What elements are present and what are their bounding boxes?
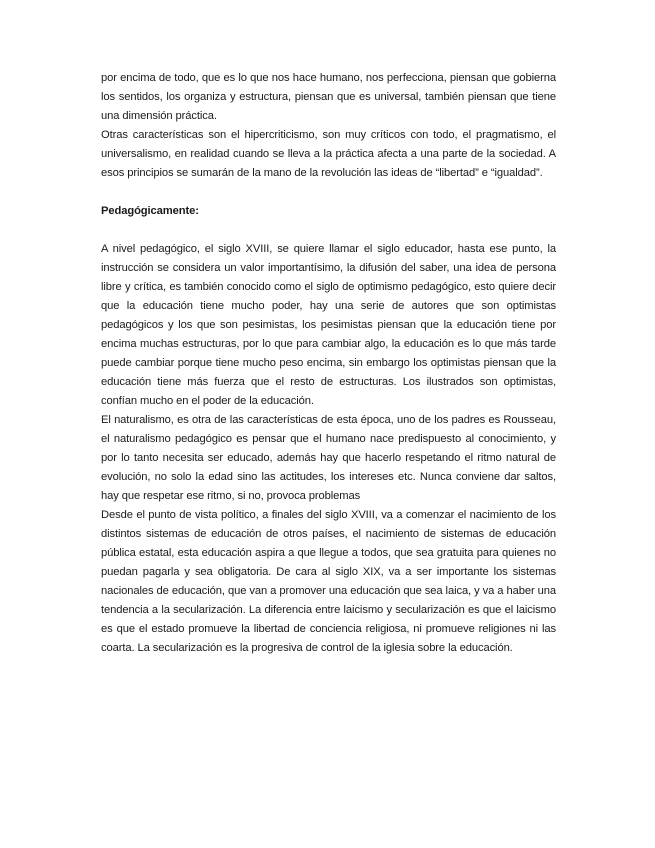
section-heading: Pedagógicamente: — [101, 205, 199, 217]
document-body — [101, 69, 556, 658]
paragraph-body-2: El naturalismo, es otra de las características de esta época, uno de los padres es Rousseau, el naturalismo pedagógico es pensar que el humano nace predispuesto al conocimiento, y por lo tanto necesita ser educado, además hay que hacerlo respetando el ritmo natural de evolución, no solo la edad sino las actitudes, los intereses etc. Nunca conviene dar saltos, hay que respetar ese ritmo, si no, provoca problemas — [101, 414, 556, 502]
paragraph-body-1: A nivel pedagógico, el siglo XVIII, se quiere llamar el siglo educador, hasta ese punto, la instrucción se considera un valor importantísimo, la difusión del saber, una idea de persona libre y crítica, es también conocido como el siglo de optimismo pedagógico, esto quiere decir que la educación tiene mucho poder, hay una serie de autores que son optimistas pedagógicos y los que son pesimistas, los pesimistas piensan que la educación tiene por encima muchas estructuras, por lo que para cambiar algo, la educación es lo que más tarde puede cambiar porque tiene mucho peso encima, sin embargo los optimistas piensan que la educación tiene más fuerza que el resto de estructuras. Los ilustrados son optimistas, confían mucho en el poder de la educación. — [101, 243, 556, 407]
paragraph-intro-1: por encima de todo, que es lo que nos hace humano, nos perfecciona, piensan que gobierna los sentidos, los organiza y estructura, piensan que es universal, también piensan que tiene una dimensión práctica. — [101, 72, 556, 122]
paragraph-body-3: Desde el punto de vista político, a finales del siglo XVIII, va a comenzar el nacimiento de los distintos sistemas de educación de otros países, el nacimiento de sistemas de educación pública estatal, esta educación aspira a que llegue a todos, que sea gratuita para quienes no puedan pagarla y sea obligatoria. De cara al siglo XIX, va a ser importante los sistemas nacionales de educación, que van a promover una educación que sea laica, y va a haber una tendencia a la secularización. La diferencia entre laicismo y secularización es que el laicismo es que el estado promueve la libertad de conciencia religiosa, ni promueve religiones ni las coarta. La secularización es la progresiva de control de la iglesia sobre la educación. — [101, 509, 556, 654]
paragraph-intro-2: Otras características son el hipercriticismo, son muy críticos con todo, el pragmatismo, el universalismo, en realidad cuando se lleva a la práctica afecta a una parte de la sociedad. A esos principios se sumarán de la mano de la revolución las ideas de “libertad” e “igualdad”. — [101, 129, 556, 179]
